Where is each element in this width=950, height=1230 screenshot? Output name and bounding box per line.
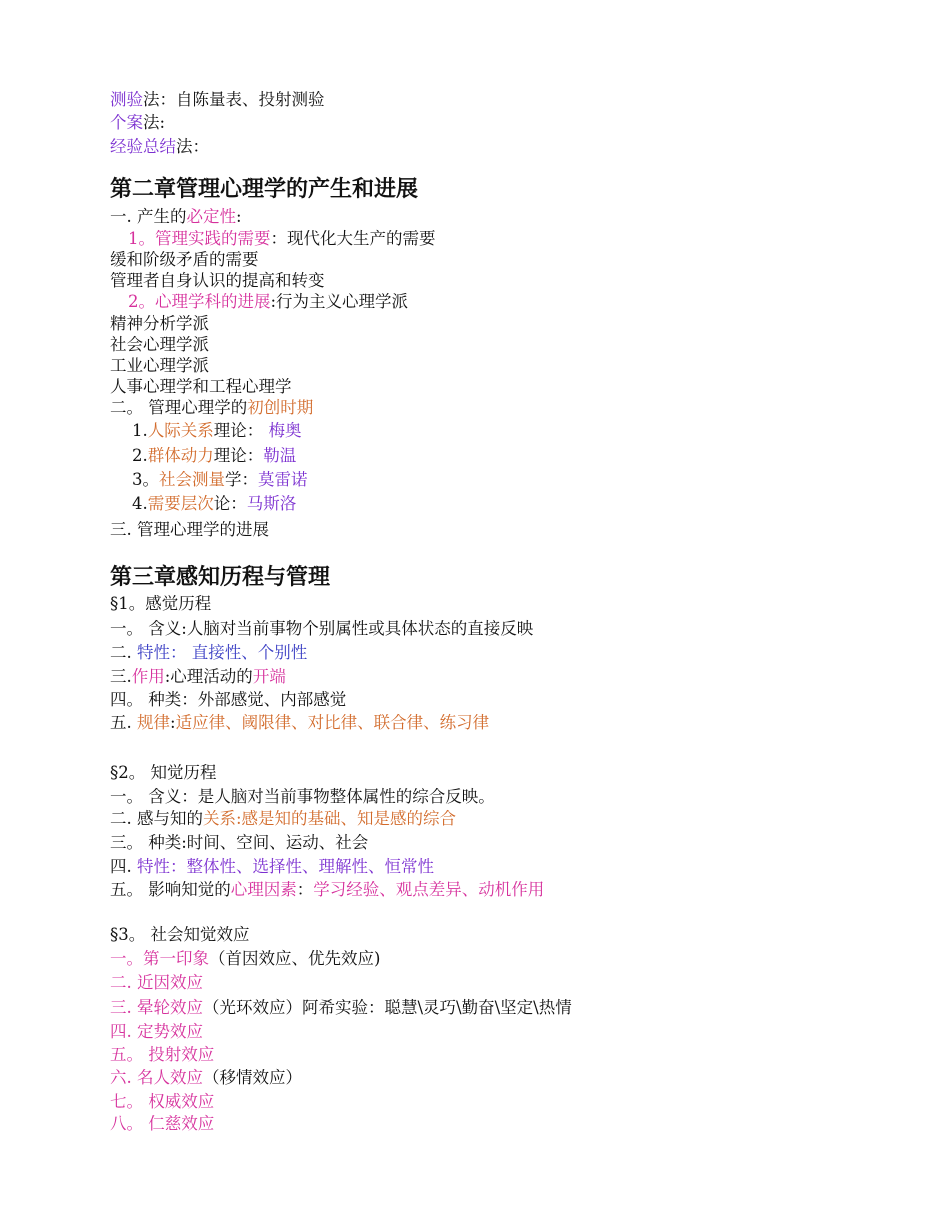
text-segment: ：现代化大生产的需要 bbox=[270, 229, 436, 248]
text-line bbox=[110, 857, 434, 877]
text-line bbox=[132, 421, 302, 441]
text-line bbox=[110, 250, 259, 270]
text-line bbox=[110, 690, 346, 710]
chapter-heading bbox=[110, 176, 418, 204]
text-line bbox=[110, 973, 203, 993]
text-line bbox=[128, 229, 436, 249]
text-segment: 关系:感是知的基础、知是感的综合 bbox=[203, 809, 457, 828]
text-segment: 四. bbox=[110, 857, 137, 876]
text-segment: 必定性 bbox=[186, 207, 236, 226]
text-segment: 社会心理学派 bbox=[110, 335, 209, 354]
text-line bbox=[110, 667, 286, 687]
text-segment: 需要层次 bbox=[147, 494, 214, 513]
text-segment: （光环效应）阿希实验：聪慧\灵巧\勤奋\坚定\热情 bbox=[203, 998, 572, 1017]
text-segment: 2. bbox=[132, 446, 148, 465]
text-segment: 第二章管理心理学的产生和进展 bbox=[110, 177, 419, 202]
text-segment: 1. bbox=[132, 421, 148, 440]
text-segment: 勒温 bbox=[263, 446, 297, 465]
text-segment: 群体动力 bbox=[147, 446, 214, 465]
text-segment: 三。 种类:时间、空间、运动、社会 bbox=[110, 833, 369, 852]
text-segment: 二. 感与知的 bbox=[110, 809, 203, 828]
text-segment: 第三章感知历程与管理 bbox=[110, 565, 331, 590]
text-line bbox=[110, 619, 533, 639]
text-segment: 三. 晕轮效应 bbox=[110, 998, 203, 1017]
text-segment: 一。 含义：是人脑对当前事物整体属性的综合反映。 bbox=[110, 787, 495, 806]
text-line bbox=[110, 809, 456, 829]
text-segment: 经验总结 bbox=[110, 137, 176, 156]
text-segment: 马斯洛 bbox=[246, 494, 297, 513]
text-segment: 八。 仁慈效应 bbox=[110, 1114, 215, 1133]
text-line bbox=[110, 787, 495, 807]
text-segment: 特性：整体性、选择性、理解性、恒常性 bbox=[137, 857, 434, 876]
text-line bbox=[110, 1068, 302, 1088]
text-segment: 莫雷诺 bbox=[258, 470, 308, 489]
text-line bbox=[110, 1114, 214, 1134]
text-segment: 作用 bbox=[131, 667, 165, 686]
text-segment: §1。感觉历程 bbox=[110, 594, 212, 613]
text-segment: 二。 管理心理学的 bbox=[110, 398, 248, 417]
text-segment: 二. 近因效应 bbox=[110, 973, 203, 992]
text-segment: 五。 投射效应 bbox=[110, 1045, 215, 1064]
text-segment: 缓和阶级矛盾的需要 bbox=[110, 250, 259, 269]
text-segment: 精神分析学派 bbox=[110, 314, 209, 333]
text-segment: 理论： bbox=[213, 421, 269, 440]
text-line bbox=[110, 763, 217, 783]
text-line bbox=[110, 880, 544, 900]
text-segment: 测验 bbox=[110, 90, 143, 109]
text-line bbox=[110, 314, 209, 334]
text-line bbox=[110, 377, 292, 397]
text-segment: 法： bbox=[176, 137, 209, 156]
text-segment: 人事心理学和工程心理学 bbox=[110, 377, 292, 396]
text-line bbox=[110, 1022, 203, 1042]
text-segment: : bbox=[236, 207, 242, 226]
text-line bbox=[110, 90, 325, 110]
text-segment: 法: bbox=[143, 113, 166, 132]
text-line bbox=[110, 833, 368, 853]
text-segment: （移情效应） bbox=[203, 1068, 302, 1087]
text-segment: 管理者自身认识的提高和转变 bbox=[110, 271, 325, 290]
text-line bbox=[110, 520, 269, 540]
text-segment: 3。 bbox=[132, 470, 159, 489]
text-segment: 人际关系 bbox=[147, 421, 214, 440]
text-segment: 三. bbox=[110, 667, 132, 686]
text-line bbox=[128, 292, 408, 312]
text-segment: 五。 影响知觉的 bbox=[110, 880, 231, 899]
text-segment: 四. 定势效应 bbox=[110, 1022, 203, 1041]
text-segment: 2。心理学科的进展 bbox=[128, 292, 271, 311]
text-segment: §2。 知觉历程 bbox=[110, 763, 217, 782]
text-segment: :心理活动的 bbox=[164, 667, 253, 686]
text-line bbox=[110, 207, 242, 227]
text-line bbox=[110, 335, 209, 355]
text-segment: 心理因素 bbox=[230, 880, 297, 899]
text-segment: 社会测量 bbox=[159, 470, 225, 489]
text-segment: §3。 社会知觉效应 bbox=[110, 925, 250, 944]
text-segment: 七。 权威效应 bbox=[110, 1092, 215, 1111]
text-segment: 规律 bbox=[137, 713, 170, 732]
text-segment: 一。 含义:人脑对当前事物个别属性或具体状态的直接反映 bbox=[110, 619, 534, 638]
text-line bbox=[110, 594, 211, 614]
text-line bbox=[132, 446, 296, 466]
text-line bbox=[110, 356, 209, 376]
text-segment: 工业心理学派 bbox=[110, 356, 209, 375]
text-segment: :行为主义心理学派 bbox=[270, 292, 409, 311]
text-line bbox=[132, 470, 308, 490]
text-line bbox=[110, 713, 489, 733]
text-segment: 1。管理实践的需要 bbox=[128, 229, 271, 248]
text-segment: （首因效应、优先效应) bbox=[209, 949, 381, 968]
text-segment: 开端 bbox=[252, 667, 286, 686]
text-segment: 六. 名人效应 bbox=[110, 1068, 203, 1087]
text-segment: 二. bbox=[110, 643, 137, 662]
text-line bbox=[110, 137, 209, 157]
text-segment: 三. 管理心理学的进展 bbox=[110, 520, 269, 539]
text-segment: 初创时期 bbox=[247, 398, 314, 417]
chapter-heading bbox=[110, 564, 330, 592]
text-segment: 理论： bbox=[213, 446, 264, 465]
text-segment: 学： bbox=[225, 470, 258, 489]
text-segment: 4. bbox=[132, 494, 148, 513]
text-segment: 五. bbox=[110, 713, 137, 732]
text-segment: 梅奥 bbox=[268, 421, 302, 440]
text-line bbox=[110, 113, 165, 133]
text-segment: : bbox=[170, 713, 176, 732]
text-line bbox=[110, 398, 313, 418]
text-line bbox=[132, 494, 296, 514]
text-line bbox=[110, 925, 250, 945]
text-segment: 适应律、阈限律、对比律、联合律、练习律 bbox=[175, 713, 490, 732]
text-segment: 特性： 直接性、个别性 bbox=[137, 643, 308, 662]
text-line bbox=[110, 949, 380, 969]
text-segment: 论： bbox=[213, 494, 247, 513]
text-line bbox=[110, 271, 325, 291]
text-line bbox=[110, 1045, 214, 1065]
text-segment: ： bbox=[296, 880, 314, 899]
text-segment: 四。 种类：外部感觉、内部感觉 bbox=[110, 690, 347, 709]
text-segment: 一。第一印象 bbox=[110, 949, 209, 968]
text-line bbox=[110, 998, 572, 1018]
text-line bbox=[110, 1092, 214, 1112]
text-line bbox=[110, 643, 307, 663]
text-segment: 学习经验、观点差异、动机作用 bbox=[313, 880, 545, 899]
text-segment: 个案 bbox=[110, 113, 143, 132]
text-segment: 法：自陈量表、投射测验 bbox=[143, 90, 325, 109]
text-segment: 一. 产生的 bbox=[110, 207, 187, 226]
